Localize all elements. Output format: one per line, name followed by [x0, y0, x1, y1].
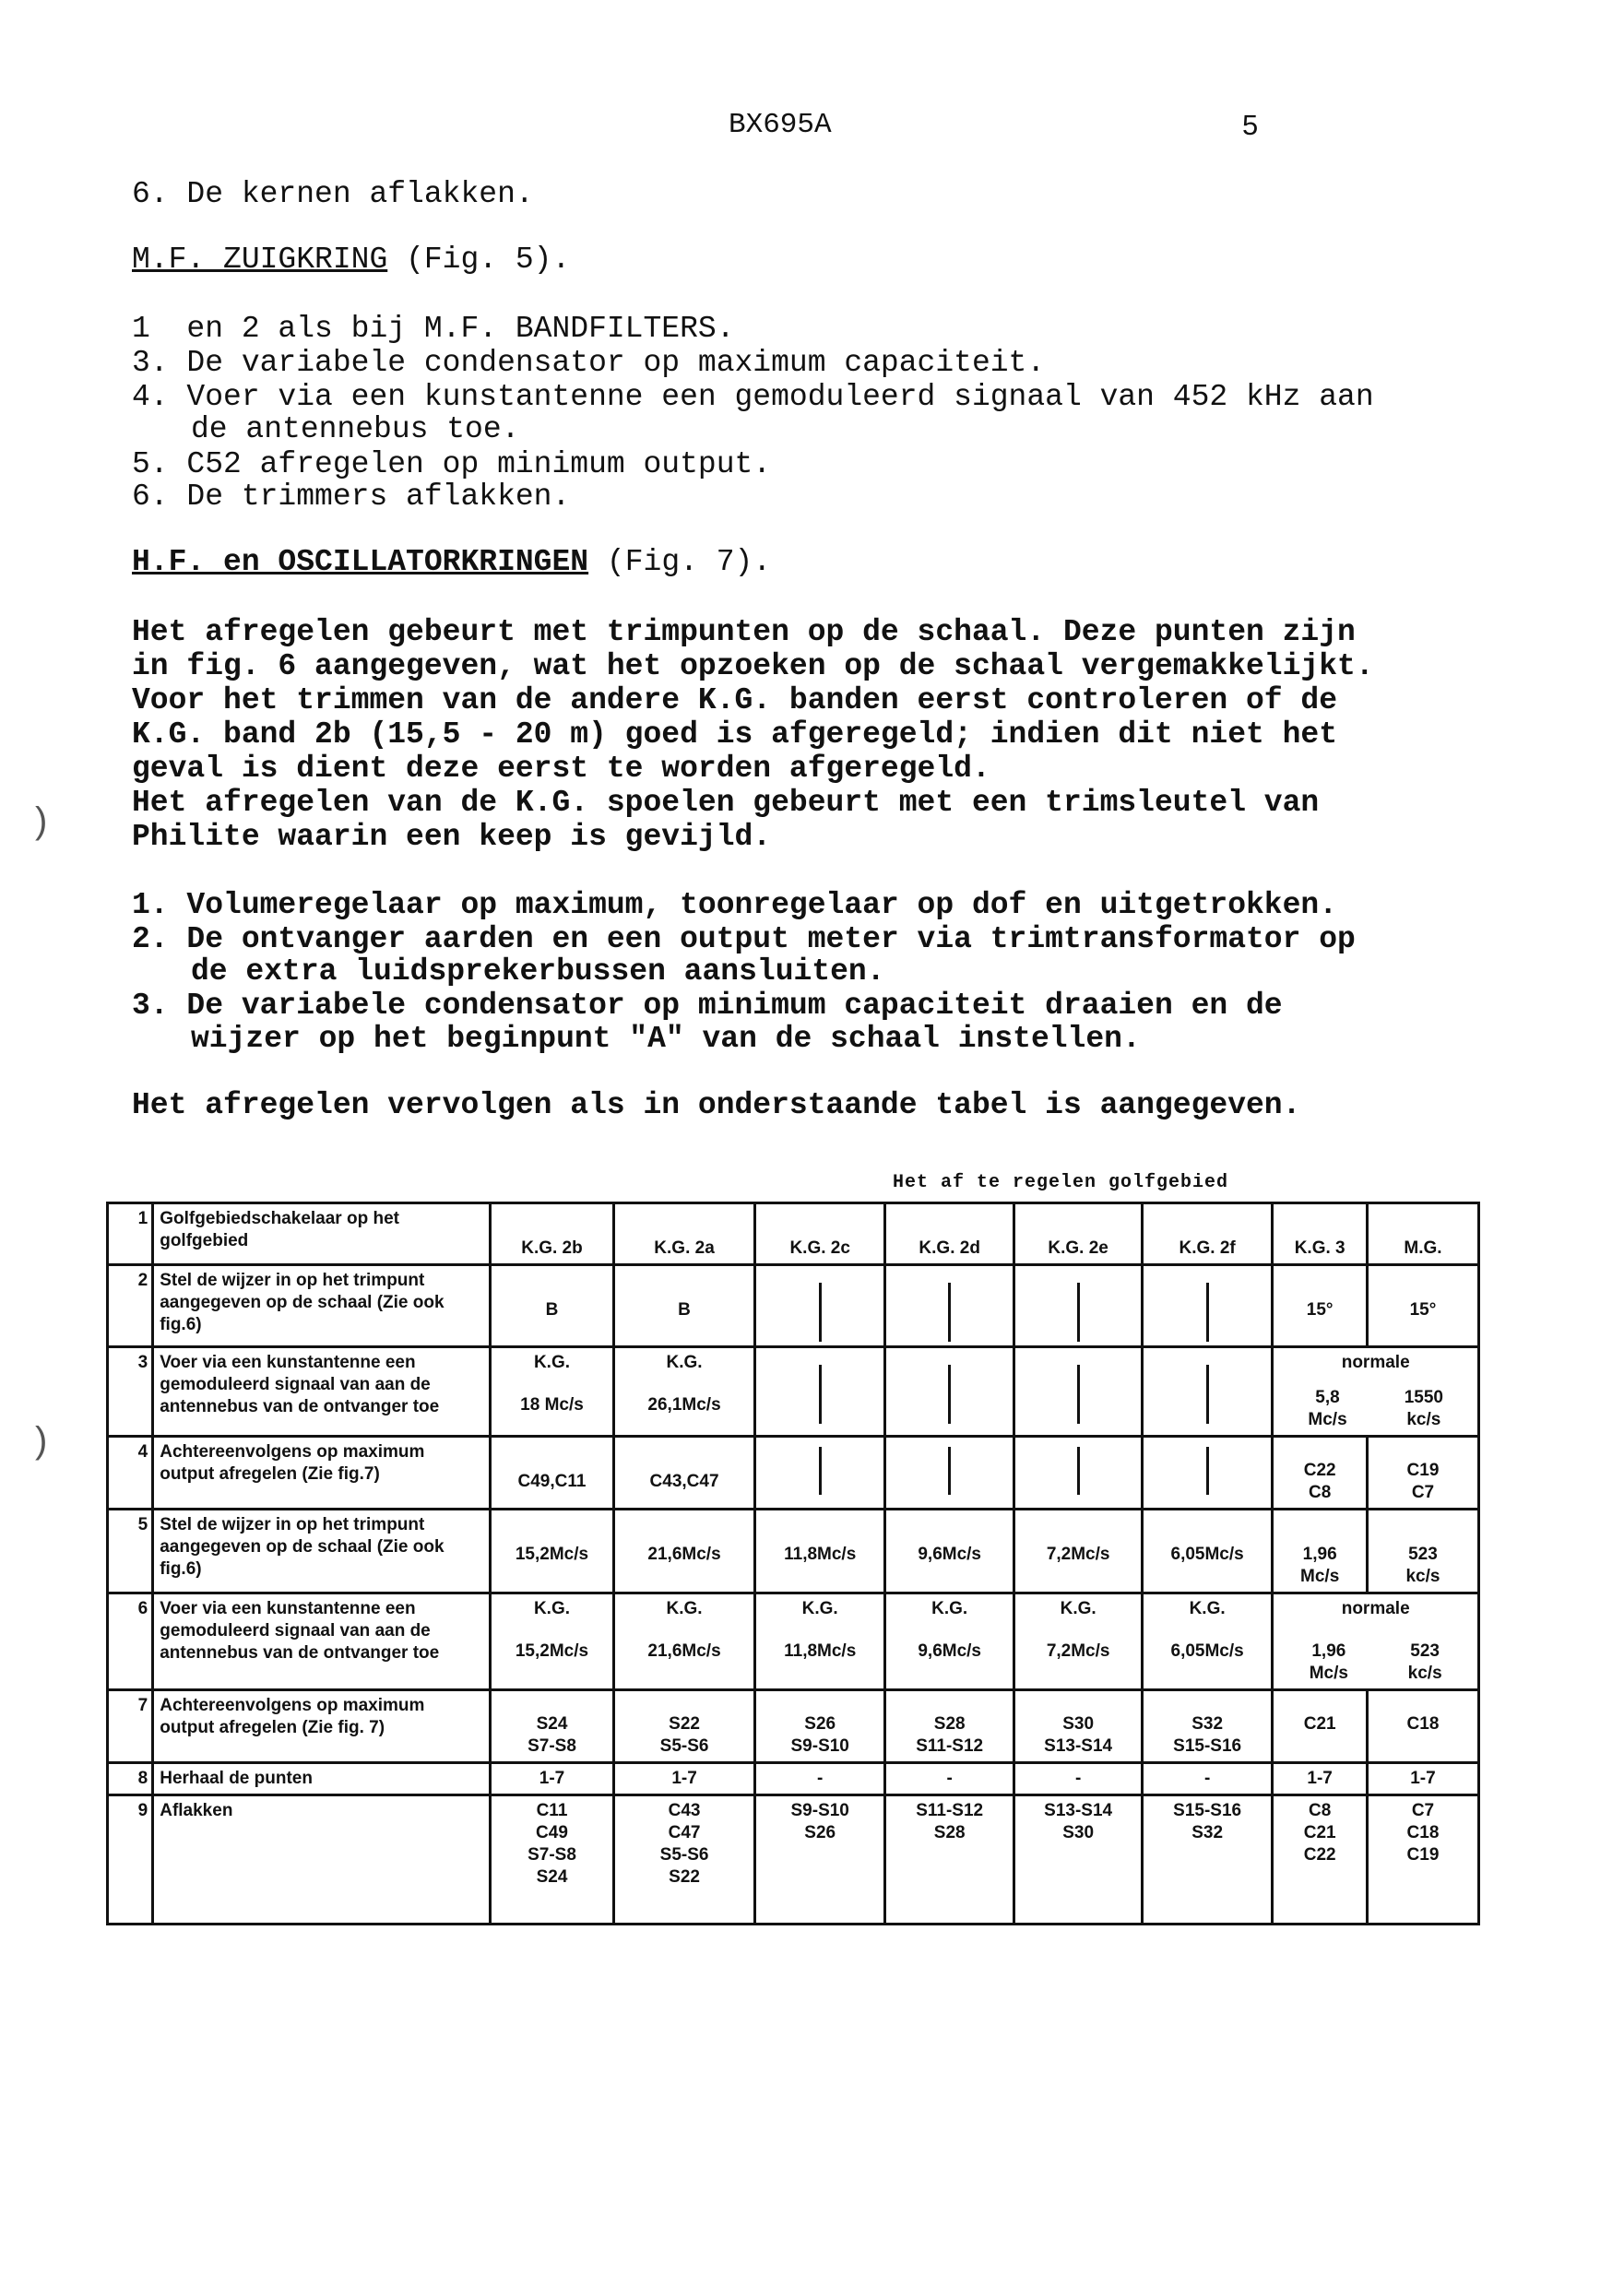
cell-line: C11 — [536, 1801, 568, 1820]
cell: 9,6Mc/s — [884, 1510, 1014, 1593]
vertical-bar-mark — [819, 1365, 822, 1424]
hf-step: wijzer op het beginpunt "A" van de schaal instellen. — [191, 1022, 1141, 1056]
value: 1550 — [1404, 1388, 1443, 1407]
value: 5,8 — [1315, 1388, 1340, 1407]
cell — [1014, 1593, 1142, 1690]
row-number: 7 — [108, 1690, 153, 1763]
table-row — [108, 1265, 1479, 1347]
value: 1,96 — [1311, 1641, 1346, 1661]
cell-line: K.G. — [533, 1599, 571, 1618]
cell-line: C8 — [1309, 1483, 1332, 1502]
cell-line: S7-S8 — [528, 1736, 576, 1756]
cell-empty — [1142, 1265, 1273, 1347]
alignment-table — [106, 1202, 1480, 1925]
mf-step: 3. De variabele condensator op maximum capaciteit. — [132, 346, 1046, 380]
row-instruction: Achtereenvolgens op maximum output afregelen (Zie fig. 7) — [153, 1690, 491, 1763]
cell-line — [1310, 1640, 1348, 1685]
section-mf-fig-ref: (Fig. 5). — [406, 243, 571, 277]
cell-line: 7,2Mc/s — [1046, 1641, 1110, 1661]
intro-step: 6. De kernen aflakken. — [132, 177, 534, 211]
cell-line: 18 Mc/s — [520, 1395, 584, 1415]
cell — [755, 1690, 884, 1763]
hf-step: 2. De ontvanger aarden en een output meter via trimtransformator op — [132, 922, 1356, 956]
cell-line: S5-S6 — [659, 1845, 709, 1865]
cell-line: C8 — [1309, 1801, 1332, 1820]
cell — [1142, 1593, 1273, 1690]
cell-line: C43 — [668, 1801, 701, 1820]
value: 523 — [1410, 1641, 1440, 1661]
cell: C21 — [1273, 1690, 1368, 1763]
unit: Mc/s — [1309, 1664, 1348, 1683]
cell-line: 15,2Mc/s — [515, 1641, 589, 1661]
cell: - — [1142, 1763, 1273, 1795]
table-row — [108, 1203, 1479, 1265]
hf-paragraph-line: Philite waarin een keep is gevijld. — [132, 820, 772, 854]
cell-line: C18 — [1406, 1823, 1440, 1842]
hf-paragraph-line: Voor het trimmen van de andere K.G. banden eerst controleren of de — [132, 683, 1338, 717]
cell-line: C19 — [1406, 1845, 1440, 1865]
vertical-bar-mark — [1077, 1365, 1080, 1424]
cell-empty — [884, 1437, 1014, 1510]
cell-line: 21,6Mc/s — [647, 1641, 721, 1661]
cell: C43,C47 — [613, 1437, 755, 1510]
column-header: K.G. 3 — [1273, 1203, 1368, 1265]
cell-empty — [1014, 1437, 1142, 1510]
cell-line: Mc/s — [1300, 1567, 1340, 1586]
column-header: K.G. 2f — [1142, 1203, 1273, 1265]
cell — [1014, 1690, 1142, 1763]
mf-step: 1 en 2 als bij M.F. BANDFILTERS. — [132, 312, 735, 346]
cell-line: 9,6Mc/s — [918, 1641, 981, 1661]
punch-hole-mark: ) — [35, 800, 48, 841]
cell: 11,8Mc/s — [755, 1510, 884, 1593]
cell-empty — [1014, 1265, 1142, 1347]
table-row — [108, 1510, 1479, 1593]
cell-line: S30 — [1062, 1714, 1095, 1734]
cell-empty — [1142, 1347, 1273, 1437]
page-number: 5 — [1242, 109, 1259, 141]
table-row — [108, 1437, 1479, 1510]
cell-line: S9-S10 — [790, 1736, 849, 1756]
section-hf-fig-ref: (Fig. 7). — [606, 545, 772, 579]
row-number: 4 — [108, 1437, 153, 1510]
cell — [491, 1593, 613, 1690]
cell — [1142, 1795, 1273, 1925]
row-number: 2 — [108, 1265, 153, 1347]
row-instruction: Achtereenvolgens op maximum output afregelen (Zie fig.7) — [153, 1437, 491, 1510]
hf-paragraph-line: Het afregelen gebeurt met trimpunten op de schaal. Deze punten zijn — [132, 615, 1356, 649]
table-caption: Het af te regelen golfgebied — [893, 1172, 1229, 1193]
cell-line: C7 — [1411, 1483, 1435, 1502]
cell-empty — [1014, 1347, 1142, 1437]
cell: 15° — [1273, 1265, 1368, 1347]
hf-step: 1. Volumeregelaar op maximum, toonregelaar op dof en uitgetrokken. — [132, 888, 1338, 922]
cell — [884, 1593, 1014, 1690]
cell — [613, 1690, 755, 1763]
cell — [755, 1795, 884, 1925]
vertical-bar-mark — [948, 1283, 951, 1342]
cell — [1367, 1437, 1478, 1510]
cell-line: S13-S14 — [1044, 1736, 1113, 1756]
cell: C49,C11 — [491, 1437, 613, 1510]
cell-line: S22 — [669, 1867, 700, 1887]
cell — [884, 1795, 1014, 1925]
column-header: K.G. 2a — [613, 1203, 755, 1265]
cell — [491, 1690, 613, 1763]
cell-line — [1405, 1387, 1443, 1431]
vertical-bar-mark — [1206, 1365, 1209, 1424]
cell — [1367, 1510, 1478, 1593]
cell-line: K.G. — [931, 1599, 968, 1618]
cell-line: 1,96 — [1302, 1545, 1337, 1564]
cell — [613, 1593, 755, 1690]
row-number: 6 — [108, 1593, 153, 1690]
cell-line: C49 — [536, 1823, 568, 1842]
cell: 1-7 — [491, 1763, 613, 1795]
cell: 6,05Mc/s — [1142, 1510, 1273, 1593]
cell — [1273, 1795, 1368, 1925]
cell-empty — [755, 1437, 884, 1510]
unit: kc/s — [1407, 1664, 1442, 1683]
cell-line: K.G. — [1060, 1599, 1096, 1618]
row-instruction: Voer via een kunstantenne een gemoduleerd signaal van aan de antennebus van de ontvanger toe — [153, 1593, 491, 1690]
cell-line: S28 — [933, 1714, 966, 1734]
cell-split — [1279, 1640, 1472, 1685]
table-row — [108, 1690, 1479, 1763]
cell-line: C22 — [1303, 1461, 1336, 1480]
cell-line: S11-S12 — [916, 1736, 984, 1756]
vertical-bar-mark — [1077, 1283, 1080, 1342]
mf-step: 5. C52 afregelen op minimum output. — [132, 447, 772, 481]
vertical-bar-mark — [819, 1283, 822, 1342]
row-number: 8 — [108, 1763, 153, 1795]
hf-paragraph-line: K.G. band 2b (15,5 - 20 m) goed is afgeregeld; indien dit niet het — [132, 717, 1338, 752]
cell: - — [1014, 1763, 1142, 1795]
cell: 1-7 — [613, 1763, 755, 1795]
cell-empty — [1142, 1437, 1273, 1510]
vertical-bar-mark — [948, 1365, 951, 1424]
cell-line: S5-S6 — [659, 1736, 709, 1756]
cell-line: normale — [1341, 1599, 1410, 1618]
cell-line: K.G. — [666, 1599, 703, 1618]
vertical-bar-mark — [819, 1447, 822, 1495]
cell-line: S9-S10 — [790, 1801, 849, 1820]
row-number: 3 — [108, 1347, 153, 1437]
cell-line: K.G. — [666, 1353, 703, 1372]
vertical-bar-mark — [1077, 1447, 1080, 1495]
cell-empty — [884, 1265, 1014, 1347]
cell-line: K.G. — [801, 1599, 838, 1618]
table-row — [108, 1795, 1479, 1925]
cell-line — [1408, 1640, 1442, 1685]
cell-line: S24 — [536, 1867, 568, 1887]
table-intro: Het afregelen vervolgen als in onderstaande tabel is aangegeven. — [132, 1088, 1301, 1122]
cell: 7,2Mc/s — [1014, 1510, 1142, 1593]
cell: B — [613, 1265, 755, 1347]
cell: 21,6Mc/s — [613, 1510, 755, 1593]
hf-paragraph-line: in fig. 6 aangegeven, wat het opzoeken op de schaal vergemakkelijkt. — [132, 649, 1374, 683]
cell-line: 11,8Mc/s — [784, 1641, 857, 1661]
cell: C18 — [1367, 1690, 1478, 1763]
row-instruction: Herhaal de punten — [153, 1763, 491, 1795]
document-id: BX695A — [729, 109, 832, 141]
cell — [491, 1795, 613, 1925]
cell-line: 6,05Mc/s — [1170, 1641, 1244, 1661]
cell — [613, 1347, 755, 1437]
punch-hole-mark: ) — [35, 1420, 48, 1461]
row-instruction: Stel de wijzer in op het trimpunt aangegeven op de schaal (Zie ook fig.6) — [153, 1510, 491, 1593]
cell-line: S30 — [1062, 1823, 1095, 1842]
cell-line: C22 — [1303, 1845, 1336, 1865]
row-instruction: Stel de wijzer in op het trimpunt aangegeven op de schaal (Zie ook fig.6) — [153, 1265, 491, 1347]
cell-split — [1279, 1387, 1472, 1431]
cell-line: S11-S12 — [916, 1801, 984, 1820]
cell — [613, 1795, 755, 1925]
cell-line: K.G. — [1189, 1599, 1226, 1618]
cell: 1-7 — [1367, 1763, 1478, 1795]
cell: 15,2Mc/s — [491, 1510, 613, 1593]
column-header: M.G. — [1367, 1203, 1478, 1265]
hf-step: 3. De variabele condensator op minimum capaciteit draaien en de — [132, 989, 1283, 1023]
cell-empty — [755, 1347, 884, 1437]
row-instruction: Golfgebiedschakelaar op het golfgebied — [153, 1203, 491, 1265]
unit: kc/s — [1406, 1410, 1441, 1429]
cell — [491, 1347, 613, 1437]
cell-line: S13-S14 — [1044, 1801, 1113, 1820]
cell-line: S32 — [1191, 1714, 1224, 1734]
unit: Mc/s — [1308, 1410, 1347, 1429]
cell-empty — [755, 1265, 884, 1347]
cell — [1273, 1347, 1479, 1437]
mf-step: 6. De trimmers aflakken. — [132, 480, 571, 514]
section-mf-title: M.F. ZUIGKRING — [132, 243, 388, 277]
mf-step: de antennebus toe. — [191, 412, 520, 446]
section-hf-title: H.F. en OSCILLATORKRINGEN — [132, 545, 589, 579]
vertical-bar-mark — [948, 1447, 951, 1495]
section-hf-heading — [132, 545, 771, 580]
vertical-bar-mark — [1206, 1447, 1209, 1495]
vertical-bar-mark — [1206, 1283, 1209, 1342]
column-header: K.G. 2d — [884, 1203, 1014, 1265]
hf-paragraph-line: Het afregelen van de K.G. spoelen gebeurt met een trimsleutel van — [132, 786, 1320, 820]
cell: 15° — [1367, 1265, 1478, 1347]
page-header — [0, 109, 1624, 149]
cell — [884, 1690, 1014, 1763]
column-header: K.G. 2e — [1014, 1203, 1142, 1265]
cell-line: K.G. — [533, 1353, 571, 1372]
cell-line: normale — [1341, 1353, 1410, 1372]
cell-line: S7-S8 — [528, 1845, 576, 1865]
cell-line: S26 — [804, 1823, 836, 1842]
cell — [1367, 1795, 1478, 1925]
row-number: 9 — [108, 1795, 153, 1925]
cell-line: 523 — [1408, 1545, 1438, 1564]
cell-line: S24 — [536, 1714, 568, 1734]
table-row — [108, 1347, 1479, 1437]
mf-step: 4. Voer via een kunstantenne een gemoduleerd signaal van 452 kHz aan — [132, 380, 1374, 414]
cell-line: C47 — [668, 1823, 701, 1842]
cell: B — [491, 1265, 613, 1347]
cell-line: S28 — [933, 1823, 966, 1842]
cell-line: 26,1Mc/s — [647, 1395, 721, 1415]
cell-line: C7 — [1411, 1801, 1435, 1820]
hf-step: de extra luidsprekerbussen aansluiten. — [191, 954, 885, 989]
section-mf-heading — [132, 243, 570, 278]
cell-line: C19 — [1406, 1461, 1440, 1480]
cell-line: S32 — [1191, 1823, 1224, 1842]
table-row — [108, 1763, 1479, 1795]
row-instruction: Voer via een kunstantenne een gemoduleerd signaal van aan de antennebus van de ontvanger toe — [153, 1347, 491, 1437]
cell-line: S22 — [669, 1714, 700, 1734]
cell — [1273, 1593, 1479, 1690]
cell — [1273, 1437, 1368, 1510]
cell: 1-7 — [1273, 1763, 1368, 1795]
cell-line: kc/s — [1405, 1567, 1440, 1586]
cell-line: S15-S16 — [1173, 1801, 1242, 1820]
cell: - — [755, 1763, 884, 1795]
row-instruction: Aflakken — [153, 1795, 491, 1925]
column-header: K.G. 2b — [491, 1203, 613, 1265]
hf-paragraph-line: geval is dient deze eerst te worden afgeregeld. — [132, 752, 990, 786]
cell-line — [1308, 1387, 1346, 1431]
cell-line: C21 — [1303, 1823, 1336, 1842]
row-number: 1 — [108, 1203, 153, 1265]
cell — [755, 1593, 884, 1690]
cell — [1014, 1795, 1142, 1925]
row-number: 5 — [108, 1510, 153, 1593]
cell-empty — [884, 1347, 1014, 1437]
table-row — [108, 1593, 1479, 1690]
column-header: K.G. 2c — [755, 1203, 884, 1265]
cell-line: S26 — [804, 1714, 836, 1734]
cell-line: S15-S16 — [1173, 1736, 1242, 1756]
cell — [1273, 1510, 1368, 1593]
cell: - — [884, 1763, 1014, 1795]
cell — [1142, 1690, 1273, 1763]
